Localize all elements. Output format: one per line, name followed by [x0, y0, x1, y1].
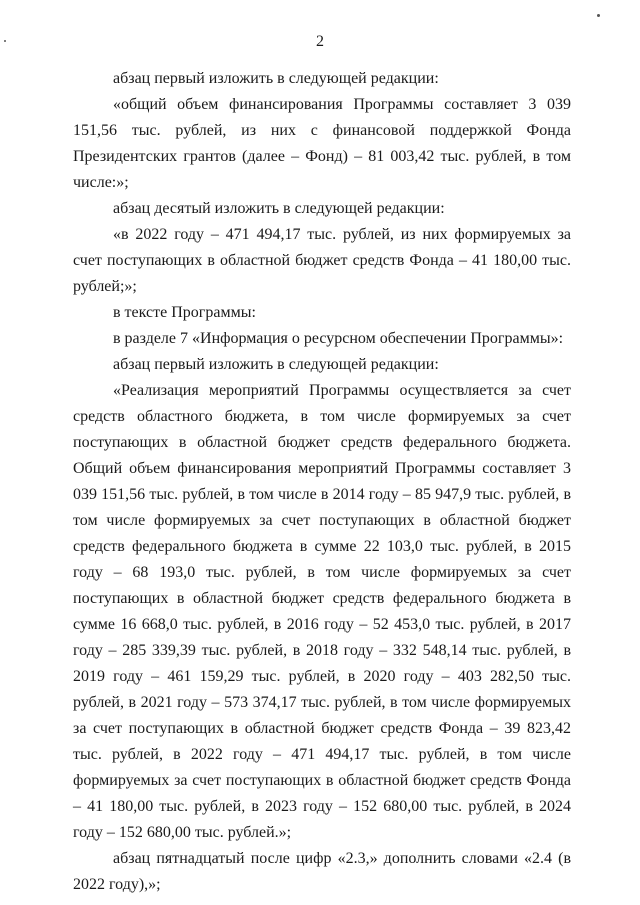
paragraph: абзац пятнадцатый после цифр «2.3,» дополнить словами «2.4 (в 2022 году),»;: [73, 850, 571, 893]
paragraph: в тексте Программы:: [113, 304, 256, 321]
paragraph: абзац первый изложить в следующей редакции:: [113, 356, 439, 373]
document-body: [73, 66, 571, 898]
paragraph: «в 2022 году – 471 494,17 тыс. рублей, из них формируемых за счет поступающих в областной бюджет средств Фонда – 41 180,00 тыс. рублей;»;: [73, 226, 571, 295]
paragraph: «Реализация мероприятий Программы осуществляется за счет средств областного бюджета, в том числе формируемых за счет поступающих в областной бюджет средств федерального бюджета. Общий объем финансирования мероприятий Программы составляет 3 039 151,56 тыс. рублей, в том числе в 2014 году – 85 947,9 тыс. рублей, в том числе формируемых за счет поступающих в областной бюджет средств федерального бюджета в сумме 22 103,0 тыс. рублей, в 2015 году – 68 193,0 тыс. рублей, в том числе формируемых за счет поступающих в областной бюджет средств федерального бюджета в сумме 16 668,0 тыс. рублей, в 2016 году – 52 453,0 тыс. рублей, в 2017 году – 285 339,39 тыс. рублей, в 2018 году – 332 548,14 тыс. рублей, в 2019 году – 461 159,29 тыс. рублей, в 2020 году – 403 282,50 тыс. рублей, в 2021 году – 573 374,17 тыс. рублей, в том числе формируемых за счет поступающих в областной бюджет средств Фонда – 39 823,42 тыс. рублей, в 2022 году – 471 494,17 тыс. рублей, в том числе формируемых за счет поступающих в областной бюджет средств Фонда – 41 180,00 тыс. рублей, в 2023 году – 152 680,00 тыс. рублей, в 2024 году – 152 680,00 тыс. рублей.»;: [73, 382, 571, 841]
paragraph: «общий объем финансирования Программы составляет 3 039 151,56 тыс. рублей, из них с финансовой поддержкой Фонда Президентских грантов (далее – Фонд) – 81 003,42 тыс. рублей, в том числе:»;: [73, 96, 571, 191]
paragraph: абзац десятый изложить в следующей редакции:: [113, 200, 445, 217]
page-number: 2: [316, 33, 324, 50]
paragraph: абзац первый изложить в следующей редакции:: [113, 70, 439, 87]
scan-speck: [597, 14, 600, 17]
paragraph: в разделе 7 «Информация о ресурсном обеспечении Программы»:: [113, 330, 564, 347]
